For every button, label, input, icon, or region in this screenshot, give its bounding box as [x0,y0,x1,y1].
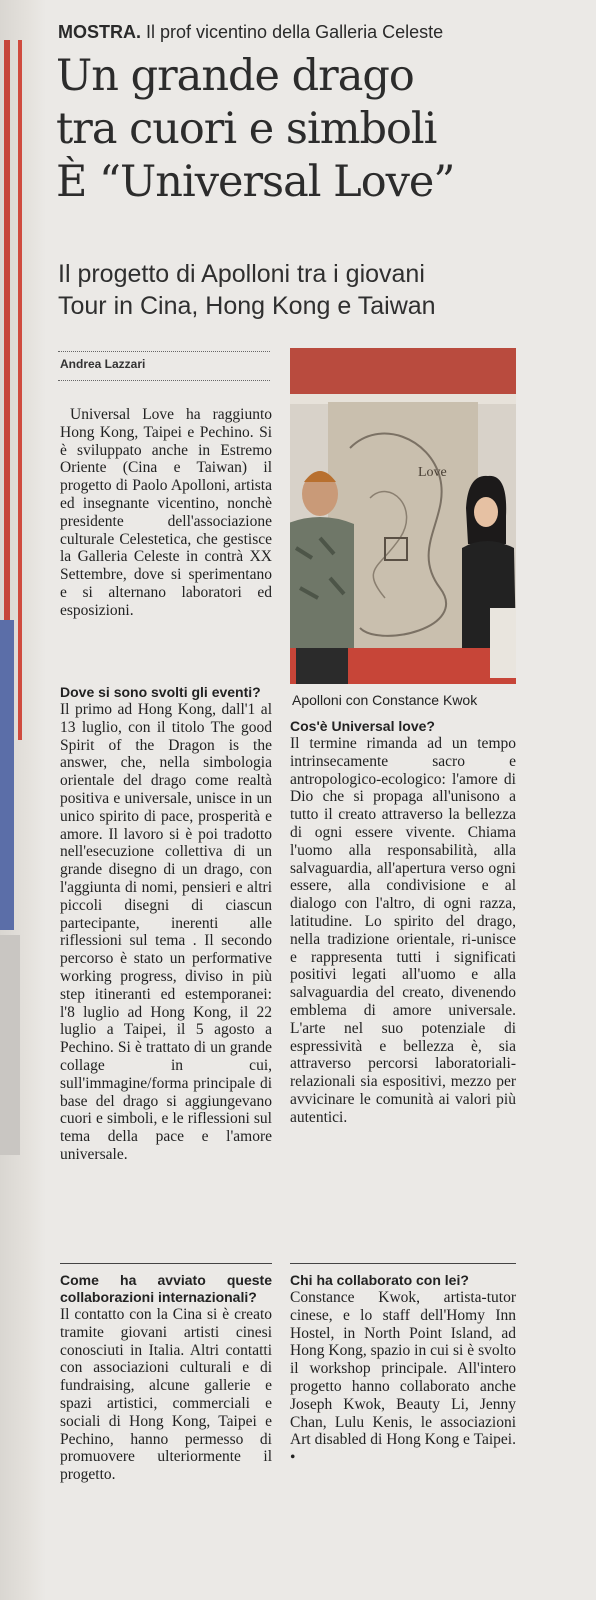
question-events: Dove si sono svolti gli eventi? [60,684,261,700]
headline-line-3: È “Universal Love” [56,157,455,207]
answer-events: Il primo ad Hong Kong, dall'1 al 13 luglio, con il titolo The good Spirit of the Dragon is the answer, che, nella simbologia orientale del drago come realtà positiva e universale, unisce in un unico spirito di pace, prosperità e amore. Il lavoro si è poi tradotto nell'esecuzione collettiva di un grande disegno di un drago, con l'aggiunta di nomi, pensieri e altri piccoli disegni di ciascun partecipante, inerenti alle riflessioni sul tema . Il secondo percorso è stato un performative working progress, diviso in più step itineranti ed estemporanei: l'8 luglio ad Hong Kong, il 22 luglio a Taipei, il 5 agosto a Pechino. Si è trattato di un grande collage in cui, sull'immagine/forma principale di base del drago si aggiungevano cuori e simboli, e le riflessioni sul tema della pace e l'amore universale. [60,701,272,1163]
column-separator-right [290,1263,516,1264]
question-collaborations: Come ha avviato queste collaborazioni internazionali? [60,1272,272,1305]
intro-paragraph: Universal Love ha raggiunto Hong Kong, Taipei e Pechino. Si è sviluppato anche in Estremo Oriente (Cina e Taiwan) il progetto di Paolo Apolloni, artista ed insegnante vicentino, nonchè presidente dell'associazione culturale Celestetica, che gestisce la Galleria Celeste in contrà XX Settembre, dove si sperimentano e si alternano laboratori ed esposizioni. [60,406,272,619]
headline-line-2: tra cuori e simboli [56,104,437,154]
headline [56,50,588,209]
photo-caption: Apolloni con Constance Kwok [292,692,478,708]
article-photo [290,348,516,684]
question-universal-love: Cos'è Universal love? [290,718,435,734]
byline-rule-top [58,351,270,352]
byline-rule-bottom [58,380,270,381]
byline: Andrea Lazzari [60,357,146,371]
question-collaborators: Chi ha collaborato con lei? [290,1272,469,1288]
photo-illustration [290,348,516,684]
column-separator-left [60,1263,272,1264]
section-collaborations [60,1272,272,1484]
answer-collaborators: Constance Kwok, artista-tutor cinese, e lo staff dell'Homy Inn Hostel, in North Point Island, ad Hong Kong, spazio in cui si è svolto il workshop principale. All'intero progetto hanno collaborato anche Joseph Kwok, Beauty Li, Jenny Chan, Lulu Kenis, le associazioni Art disabled di Hong Kong e Taipei. • [290,1289,516,1467]
subhead-line-1: Il progetto di Apolloni tra i giovani [58,260,425,288]
answer-universal-love: Il termine rimanda ad un tempo intrinsecamente sacro e antropologico-ecologico: l'amore di Dio che si propaga all'unisono a tutto il creato attraverso la bellezza di ogni essere vivente. Chiama l'uomo alla responsabilità, alla salvaguardia, all'apertura verso ogni essere, alla condivisione e al dialogo con l'altro, di ogni razza, latitudine. Lo spirito del drago, nella tradizione orientale, ri-unisce e rappresenta tutti i significati positivi legati all'uomo e alla salvaguardia del creato, divenendo emblema di amore universale. L'arte nel suo potenziale di espressività e bellezza è, sia attraverso percorsi laboratoriali-relazionali sia espositivi, mezzo per avvicinare le comunità ai valori più autentici. [290,735,516,1126]
kicker: MOSTRA. Il prof vicentino della Galleria Celeste [58,22,444,42]
answer-collaborations: Il contatto con la Cina si è creato tramite giovani artisti cinesi conosciuti in Italia. Altri contatti con associazioni culturali e di fundraising, alcune gallerie e spazi artistici, commerciali e sociali di Hong Kong, Taipei e Pechino, hanno permesso di promuovere ulteriormente il progetto. [60,1306,272,1484]
mural-text: Love [418,465,447,480]
subhead-line-2: Tour in Cina, Hong Kong e Taiwan [58,292,436,320]
headline-line-1: Un grande drago [56,51,414,101]
section-events [60,684,272,1164]
subheadline [58,258,588,322]
adjacent-page-edge [0,0,46,1600]
section-collaborators [290,1272,516,1467]
section-universal-love [290,718,516,1127]
